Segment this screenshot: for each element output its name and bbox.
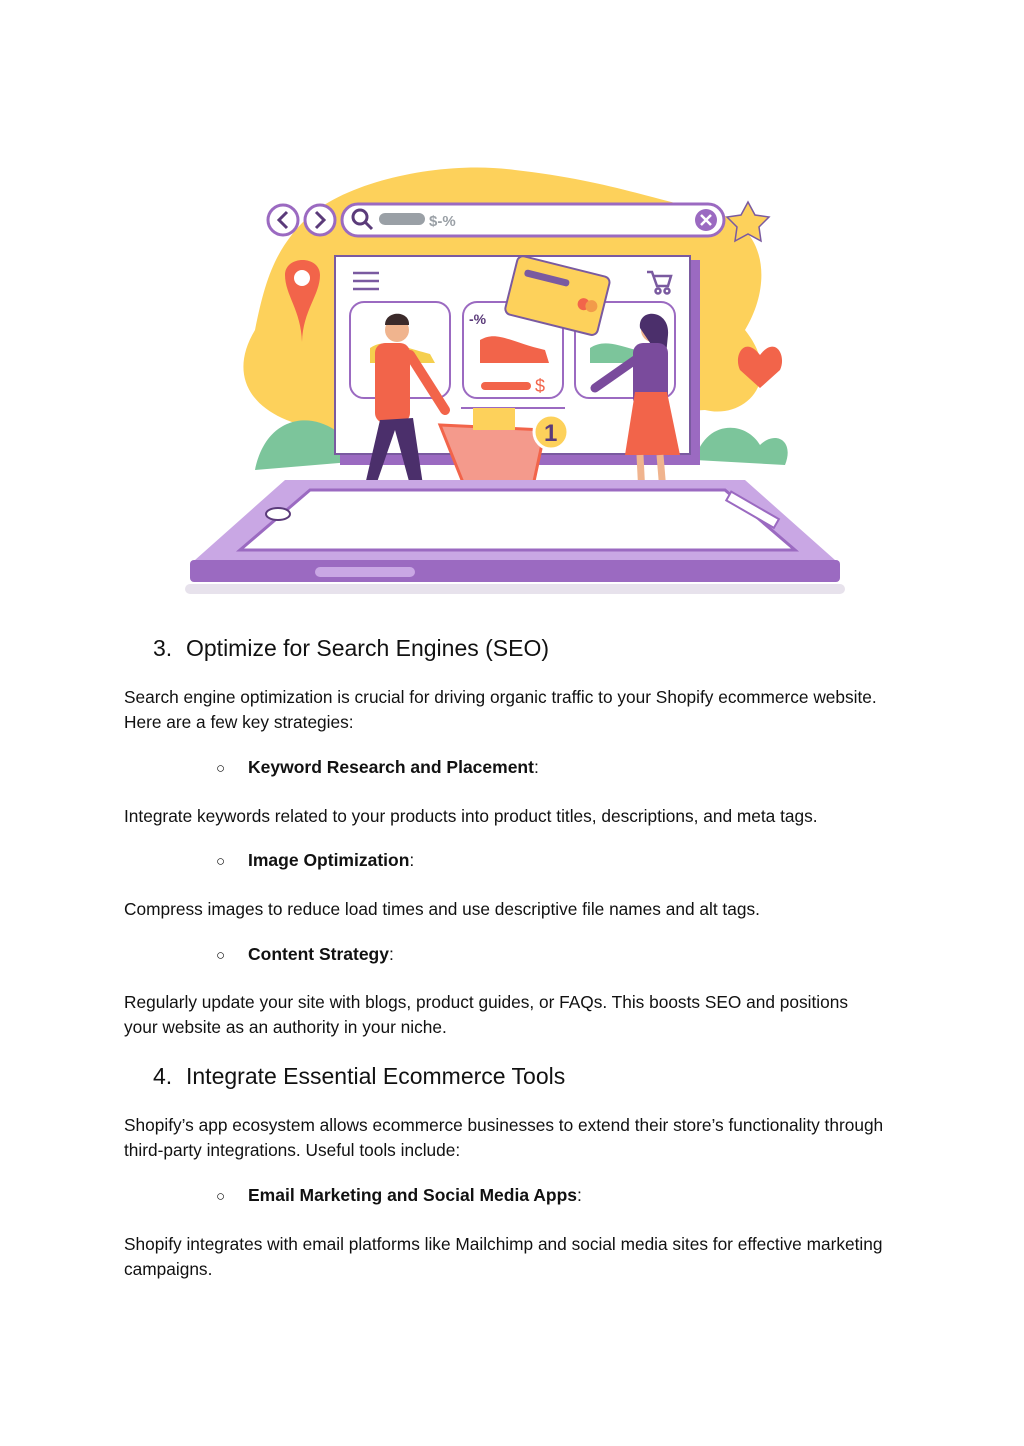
email-marketing-text: Shopify integrates with email platforms like Mailchimp and social media sites for effective marketing campaigns.: [124, 1234, 883, 1279]
discount-label: -%: [469, 311, 487, 327]
bullet-keyword-research: [216, 757, 539, 778]
bullet-suffix: :: [533, 757, 539, 777]
keyword-research-text: Integrate keywords related to your products into product titles, descriptions, and meta tags.: [124, 806, 818, 826]
close-icon: [695, 209, 717, 231]
bullet-image-optimization: [216, 850, 414, 871]
forward-arrow-icon: [305, 205, 335, 235]
price-symbol: $: [535, 376, 546, 396]
bullet-marker: ○: [216, 760, 226, 777]
bullet-label: Keyword Research and Placement: [248, 757, 534, 777]
back-arrow-icon: [268, 205, 298, 235]
ecommerce-illustration: [185, 160, 850, 600]
bullet-marker: ○: [216, 1188, 226, 1205]
bullet-email-marketing: [216, 1185, 582, 1206]
section4-intro: Shopify’s app ecosystem allows ecommerce businesses to extend their store’s functionality through third-party integrations. Useful tools include:: [124, 1115, 884, 1160]
bullet-content-strategy: [216, 944, 394, 965]
bullet-label: Image Optimization: [248, 850, 410, 870]
bullet-marker: ○: [216, 853, 226, 870]
image-optimization-text: Compress images to reduce load times and use descriptive file names and alt tags.: [124, 899, 760, 919]
search-bar-text: $-%: [429, 213, 456, 230]
content-strategy-text: Regularly update your site with blogs, product guides, or FAQs. This boosts SEO and positions your website as an authority in your niche.: [124, 992, 848, 1037]
section3-title: Optimize for Search Engines (SEO): [186, 635, 550, 661]
bullet-suffix: :: [388, 944, 394, 964]
bullet-label: Email Marketing and Social Media Apps: [248, 1185, 578, 1205]
section4-number: 4.: [153, 1063, 173, 1089]
cart-badge: 1: [544, 420, 558, 447]
bullet-suffix: :: [409, 850, 415, 870]
bullet-label: Content Strategy: [248, 944, 389, 964]
laptop-button: [266, 508, 290, 520]
section4-title: Integrate Essential Ecommerce Tools: [186, 1063, 566, 1089]
leaf-right: [695, 428, 788, 465]
section3-intro: Search engine optimization is crucial for driving organic traffic to your Shopify ecommerce website. Here are a few key strategies:: [124, 687, 877, 732]
section3-number: 3.: [153, 635, 173, 661]
bullet-suffix: :: [577, 1185, 582, 1205]
bullet-marker: ○: [216, 947, 226, 964]
